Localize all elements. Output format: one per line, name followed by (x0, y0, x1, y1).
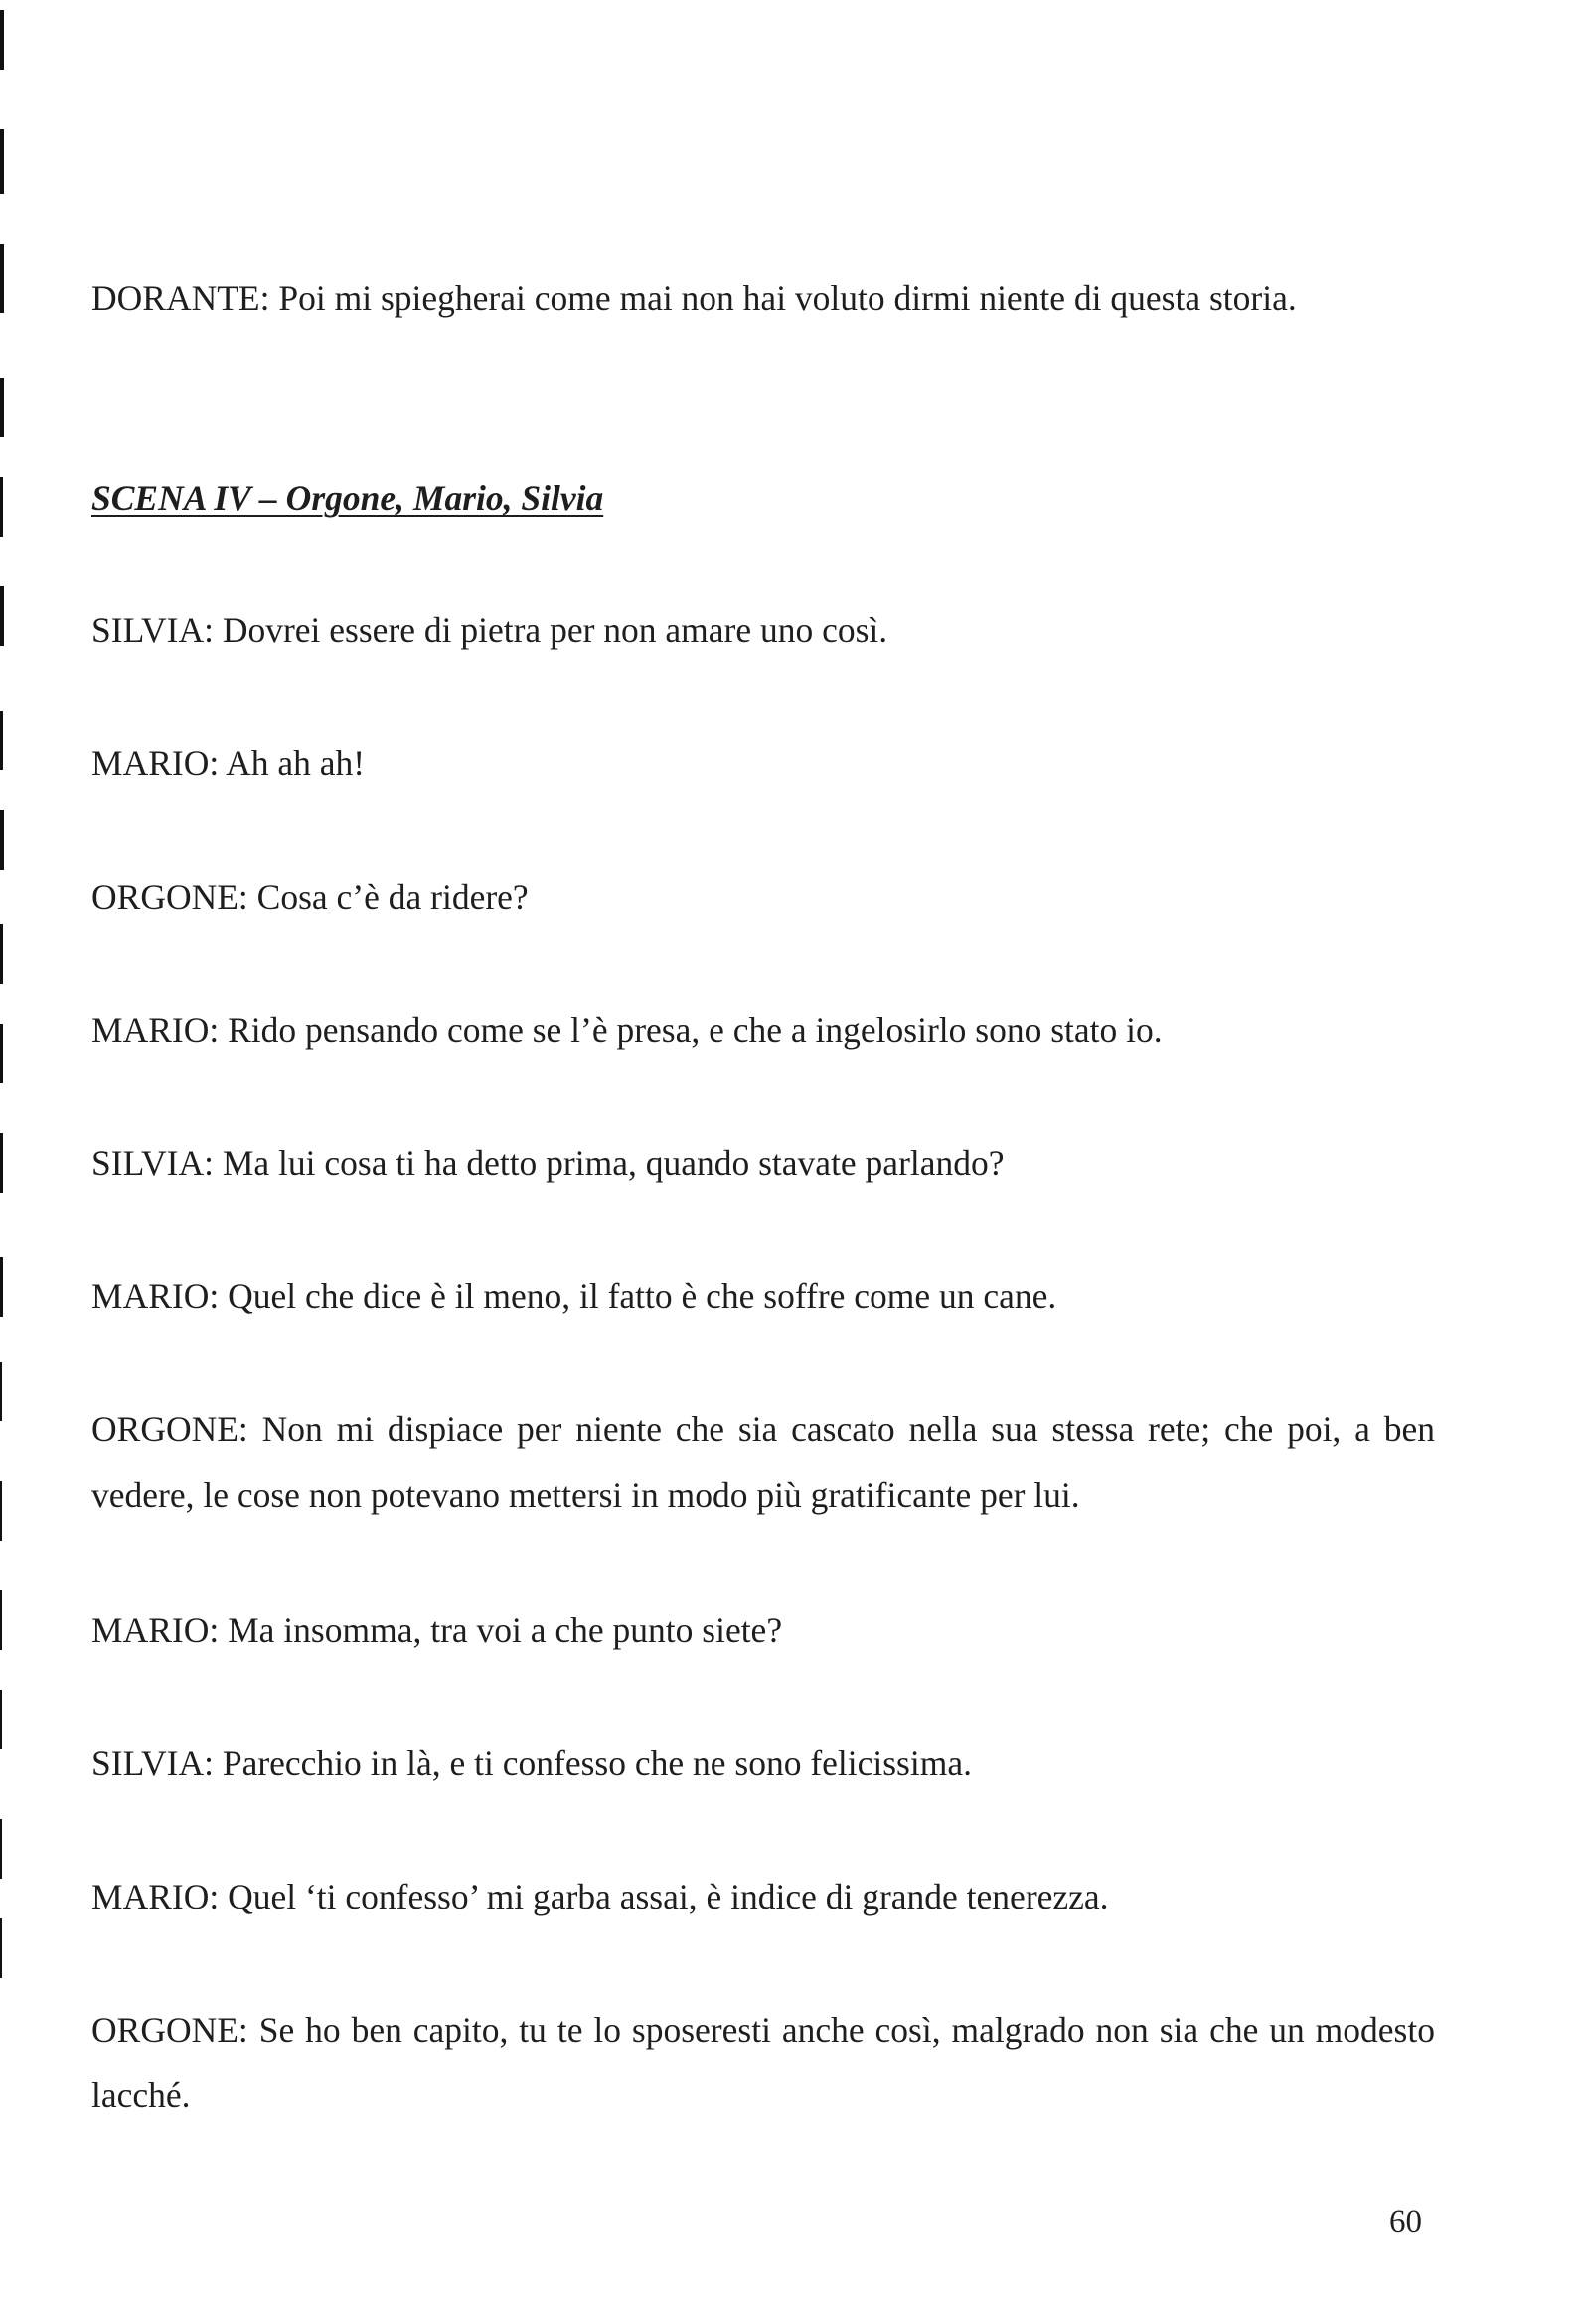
dialogue-line: MARIO: Ah ah ah! (91, 744, 366, 783)
dialogue-line: MARIO: Quel ‘ti confesso’ mi garba assai, è indice di grande tenerezza. (91, 1877, 1109, 1916)
dialogue-text: Quel ‘ti confesso’ mi garba assai, è indice di grande tenerezza. (228, 1877, 1109, 1916)
dialogue-text: Cosa c’è da ridere? (256, 877, 529, 916)
scene-heading: SCENA IV – Orgone, Mario, Silvia (91, 478, 604, 518)
speaker-name: MARIO (91, 1877, 210, 1916)
speaker-name: ORGONE (91, 1410, 238, 1449)
speaker-name: MARIO (91, 1010, 210, 1050)
dialogue-text: Ah ah ah! (226, 744, 366, 783)
dialogue-text: Quel che dice è il meno, il fatto è che soffre come un cane. (228, 1276, 1057, 1316)
dialogue-text: Dovrei essere di pietra per non amare uno così. (222, 610, 888, 650)
dialogue-text: Poi mi spiegherai come mai non hai voluto dirmi niente di questa storia. (278, 278, 1297, 318)
dialogue-line: MARIO: Rido pensando come se l’è presa, e che a ingelosirlo sono stato io. (91, 1010, 1163, 1050)
dialogue-line: ORGONE: Cosa c’è da ridere? (91, 877, 529, 916)
dialogue-line: DORANTE: Poi mi spiegherai come mai non hai voluto dirmi niente di questa storia. (91, 278, 1297, 318)
dialogue-text: Non mi dispiace per niente che sia cascato nella sua stessa rete; che poi, a ben vedere, le cose non potevano mettersi in modo più gratificante per lui. (91, 1410, 1435, 1515)
page-number: 60 (1389, 2204, 1422, 2240)
dialogue-text: Se ho ben capito, tu te lo sposeresti anche così, malgrado non sia che un modesto lacché. (91, 2010, 1435, 2115)
dialogue-text: Ma insomma, tra voi a che punto siete? (228, 1610, 783, 1650)
speaker-name: MARIO (91, 1276, 210, 1316)
speaker-name: MARIO (91, 1610, 210, 1650)
dialogue-text: Rido pensando come se l’è presa, e che a ingelosirlo sono stato io. (228, 1010, 1163, 1050)
dialogue-line: SILVIA: Dovrei essere di pietra per non amare uno così. (91, 610, 888, 650)
scan-edge-artifact (0, 0, 8, 2324)
speaker-name: SILVIA (91, 1143, 205, 1183)
dialogue-line: ORGONE: Non mi dispiace per niente che sia cascato nella sua stessa rete; che poi, a ben vedere, le cose non potevano mettersi in modo più gratificante per lui. (91, 1410, 1435, 1515)
speaker-name: ORGONE (91, 877, 238, 916)
dialogue-text: Ma lui cosa ti ha detto prima, quando stavate parlando? (222, 1143, 1005, 1183)
dialogue-line: ORGONE: Se ho ben capito, tu te lo sposeresti anche così, malgrado non sia che un modesto lacché. (91, 2010, 1435, 2115)
dialogue-line: SILVIA: Parecchio in là, e ti confesso che ne sono felicissima. (91, 1743, 972, 1783)
speaker-name: MARIO (91, 744, 210, 783)
dialogue-line: MARIO: Ma insomma, tra voi a che punto siete? (91, 1610, 783, 1650)
speaker-name: SILVIA (91, 1743, 205, 1783)
speaker-name: SILVIA (91, 610, 205, 650)
dialogue-line: SILVIA: Ma lui cosa ti ha detto prima, quando stavate parlando? (91, 1143, 1005, 1183)
speaker-name: ORGONE (91, 2010, 238, 2050)
speaker-name: DORANTE (91, 278, 260, 318)
dialogue-text: Parecchio in là, e ti confesso che ne sono felicissima. (222, 1743, 972, 1783)
dialogue-line: MARIO: Quel che dice è il meno, il fatto è che soffre come un cane. (91, 1276, 1057, 1316)
